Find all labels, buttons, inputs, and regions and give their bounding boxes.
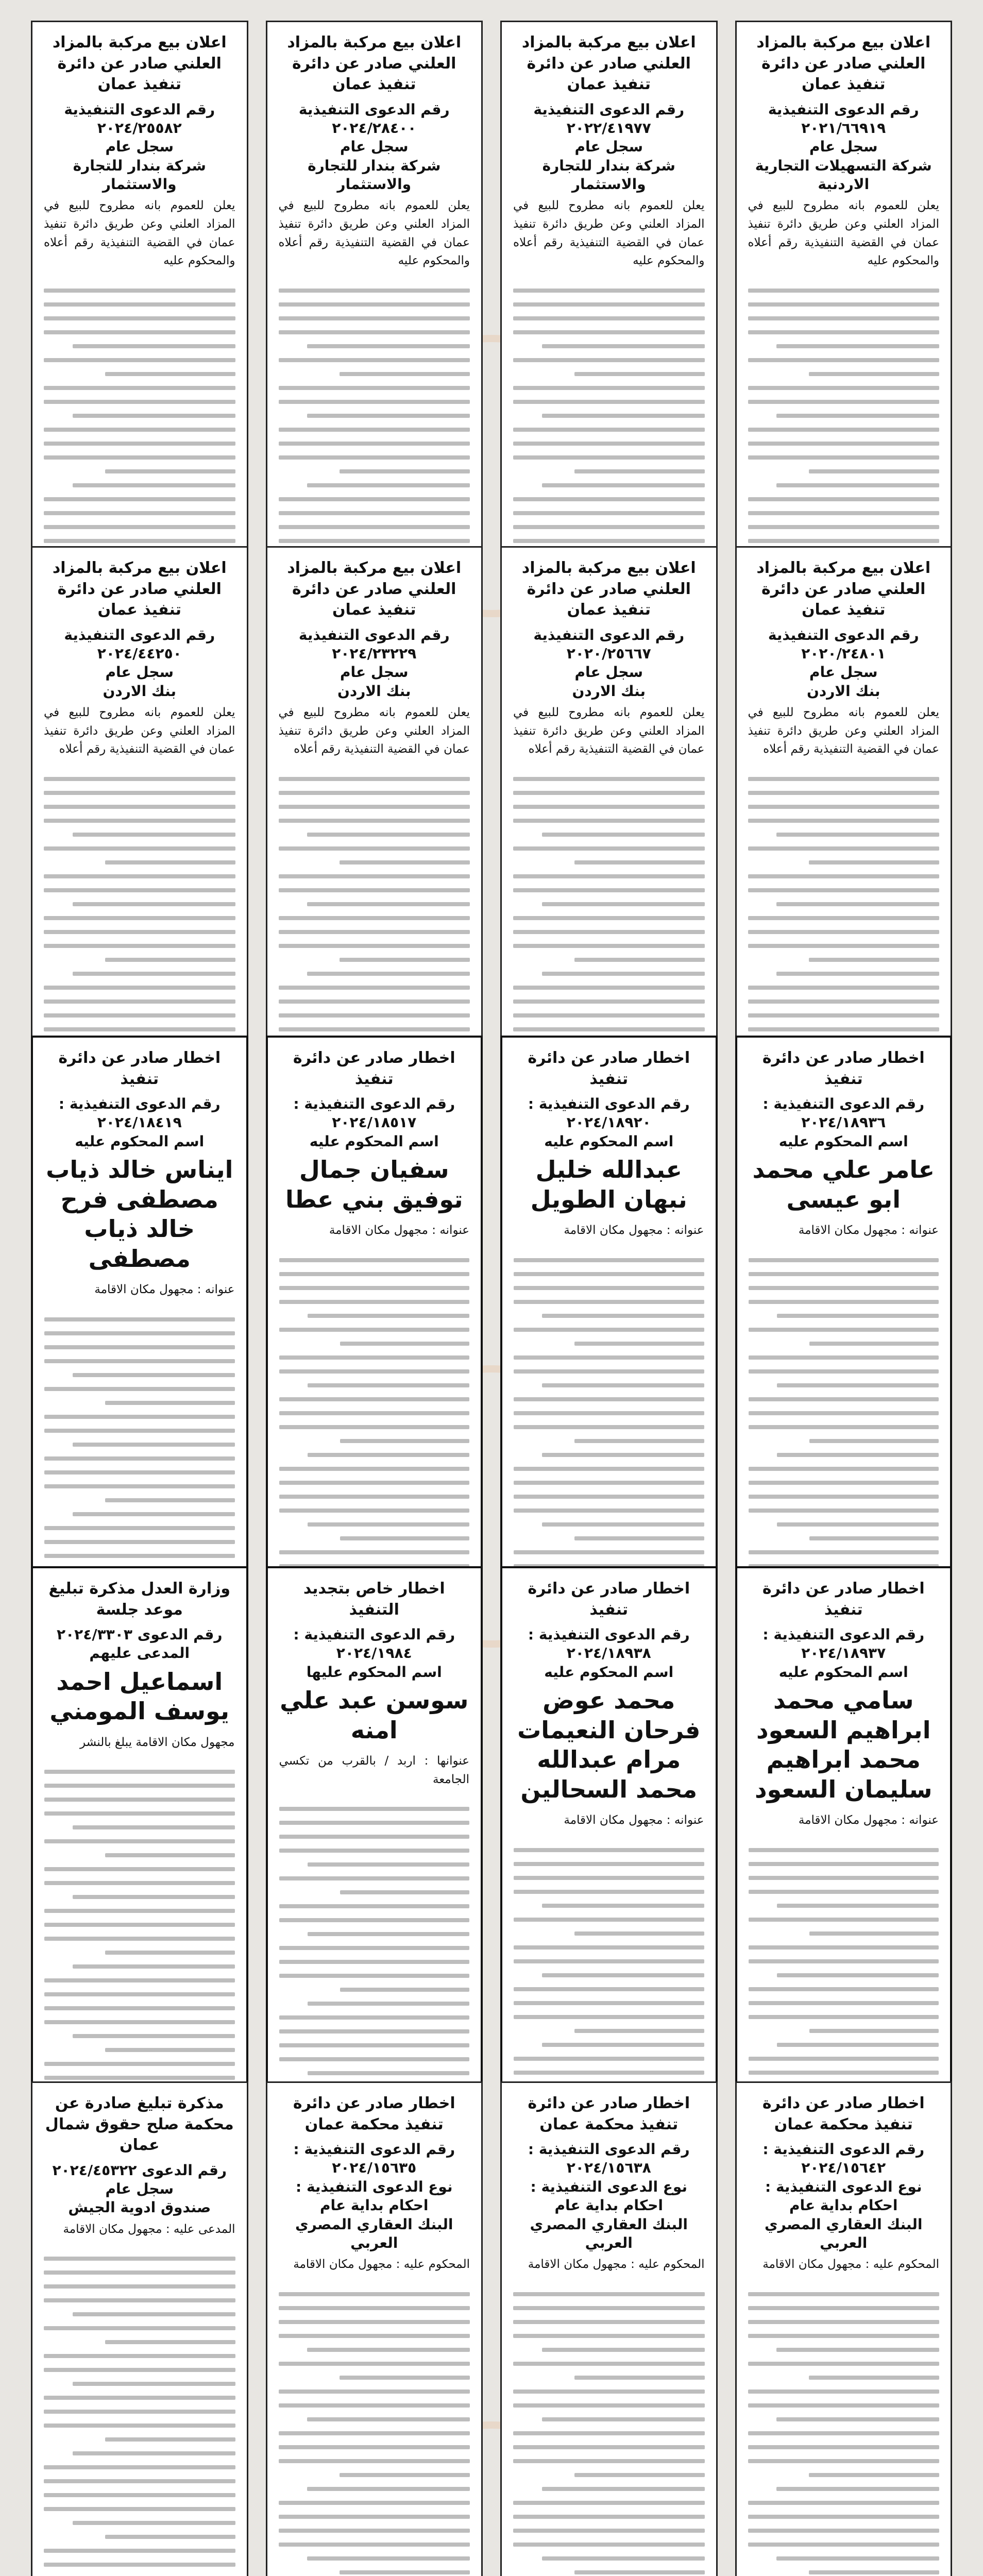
notice-body: المحكوم عليه : مجهول مكان الاقامة [528, 2258, 705, 2272]
notice-subheading: سجل عام [105, 2180, 174, 2197]
notice-subheading: اسم المحكوم عليه [75, 1132, 205, 1150]
notice-row [0, 2081, 983, 2576]
notice-body: يعلن للعموم بانه مطروح للبيع في المزاد العلني وعن طريق دائرة تنفيذ عمان في القضية التنفيذية رقم أعلاه [44, 706, 235, 756]
notice-subheading: نوع الدعوى التنفيذية : احكام بداية عام [765, 2178, 922, 2214]
notice-header: اخطار صادر عن دائرة تنفيذ محكمة عمان [293, 2094, 455, 2133]
notice-row [0, 1566, 983, 2056]
notice-body: يعلن للعموم بانه مطروح للبيع في المزاد العلني وعن طريق دائرة تنفيذ عمان في القضية التنفيذية رقم أعلاه والمحكوم عليه [44, 199, 235, 268]
legal-notice [31, 2081, 248, 2576]
party-name: محمد عوض فرحان النعيمات مرام عبدالله محمد السحالين [517, 1686, 701, 1803]
notice-body: عنوانه : مجهول مكان الاقامة [564, 1814, 704, 1827]
case-number: رقم الدعوى التنفيذية : ٢٠٢٤/١٨٩٣٨ [528, 1626, 690, 1662]
party-name: صندوق ادوية الجيش [68, 2199, 211, 2216]
party-name: سوسن عبد علي امنه [280, 1686, 469, 1744]
notice-subheading: اسم المحكوم عليه [309, 1132, 439, 1150]
party-name: عامر علي محمد ابو عيسى [752, 1156, 935, 1213]
legal-notice [500, 2081, 718, 2576]
notice-subheading: سجل عام [574, 138, 643, 156]
body-text-lines [44, 2247, 235, 2576]
notice-subheading: اسم المحكوم عليه [544, 1663, 674, 1681]
party-name: اسماعيل احمد يوسف المومني [49, 1667, 230, 1725]
notice-body: عنوانه : مجهول مكان الاقامة [94, 1283, 235, 1297]
case-number: رقم الدعوى التنفيذية : ٢٠٢٤/١٥٦٣٨ [528, 2141, 690, 2177]
case-number: رقم الدعوى التنفيذية ٢٠٢٤/٤٤٢٥٠ [64, 626, 215, 662]
case-number: رقم الدعوى التنفيذية : ٢٠٢٤/١٥٦٣٥ [293, 2141, 455, 2177]
case-number: رقم الدعوى التنفيذية ٢٠٢٠/٢٥٦٦٧ [533, 626, 685, 662]
notice-subheading: اسم المحكوم عليه [778, 1132, 908, 1150]
notice-header: اخطار خاص بتجديد التنفيذ [303, 1580, 445, 1619]
case-number: رقم الدعوى التنفيذية : ٢٠٢٤/١٩٨٤ [293, 1626, 455, 1662]
notice-subheading: اسم المحكوم عليه [544, 1132, 674, 1150]
notice-row [0, 21, 983, 515]
notice-body: عنوانه : مجهول مكان الاقامة [798, 1224, 939, 1238]
party-name: شركة بندار للتجارة والاستثمار [73, 157, 206, 193]
notice-body: المدعى عليه : مجهول مكان الاقامة [63, 2222, 235, 2236]
party-name: بنك الاردن [103, 682, 177, 700]
notice-header: اعلان بيع مركبة بالمزاد العلني صادر عن دائرة تنفيذ عمان [756, 33, 931, 93]
notice-subheading: سجل عام [809, 138, 878, 156]
notice-header: اعلان بيع مركبة بالمزاد العلني صادر عن دائرة تنفيذ عمان [521, 33, 696, 93]
notice-subheading: سجل عام [105, 138, 174, 156]
body-text-lines [513, 2282, 705, 2576]
notice-subheading: سجل عام [574, 664, 643, 681]
notice-body: يعلن للعموم بانه مطروح للبيع في المزاد العلني وعن طريق دائرة تنفيذ عمان في القضية التنفيذية رقم أعلاه [513, 706, 705, 756]
legal-notice [735, 2081, 953, 2576]
case-number: رقم الدعوى ٢٠٢٤/٣٣٠٣ [57, 1626, 223, 1643]
party-name: البنك العقاري المصري العربي [765, 2215, 923, 2251]
notice-subheading: سجل عام [340, 664, 409, 681]
notice-header: اعلان بيع مركبة بالمزاد العلني صادر عن دائرة تنفيذ عمان [287, 33, 462, 93]
notice-body: مجهول مكان الاقامة يبلغ بالنشر [80, 1735, 235, 1749]
notice-header: مذكرة تبليغ صادرة عن محكمة صلح حقوق شمال عمان [45, 2094, 234, 2154]
case-number: رقم الدعوى التنفيذية ٢٠٢٢/٤١٩٧٧ [533, 100, 685, 137]
case-number: رقم الدعوى التنفيذية ٢٠٢٤/٢٨٤٠٠ [298, 100, 450, 137]
case-number: رقم الدعوى التنفيذية : ٢٠٢٤/١٨٤١٩ [58, 1095, 221, 1131]
notice-header: اعلان بيع مركبة بالمزاد العلني صادر عن دائرة تنفيذ عمان [52, 33, 227, 93]
party-name: البنك العقاري المصري العربي [530, 2215, 688, 2251]
notice-subheading: سجل عام [340, 138, 409, 156]
party-name: شركة التسهيلات التجارية الاردنية [755, 157, 932, 193]
notice-body: يعلن للعموم بانه مطروح للبيع في المزاد العلني وعن طريق دائرة تنفيذ عمان في القضية التنفيذية رقم أعلاه والمحكوم عليه [513, 199, 705, 268]
body-text-lines [279, 2282, 470, 2576]
notice-body: يعلن للعموم بانه مطروح للبيع في المزاد العلني وعن طريق دائرة تنفيذ عمان في القضية التنفيذية رقم أعلاه [748, 706, 939, 756]
case-number: رقم الدعوى ٢٠٢٤/٤٥٣٢٢ [52, 2161, 227, 2179]
notice-header: اخطار صادر عن دائرة تنفيذ [58, 1049, 221, 1088]
party-name: عبدالله خليل نبهان الطويل [530, 1156, 687, 1213]
party-name: سفيان جمال توفيق بني عطا [285, 1156, 463, 1213]
notice-header: اخطار صادر عن دائرة تنفيذ [528, 1049, 690, 1088]
body-text-lines [748, 2282, 940, 2576]
notice-row [0, 546, 983, 1005]
party-name: البنك العقاري المصري العربي [295, 2215, 453, 2251]
party-name: بنك الاردن [806, 682, 880, 700]
notice-header: اخطار صادر عن دائرة تنفيذ محكمة عمان [528, 2094, 690, 2133]
notice-body: المحكوم عليه : مجهول مكان الاقامة [293, 2258, 470, 2272]
notice-header: وزارة العدل مذكرة تبليغ موعد جلسة [48, 1580, 231, 1619]
party-name: شركة بندار للتجارة والاستثمار [308, 157, 441, 193]
case-number: رقم الدعوى التنفيذية : ٢٠٢٤/١٥٦٤٢ [762, 2141, 925, 2177]
notice-row [0, 1036, 983, 1540]
case-number: رقم الدعوى التنفيذية ٢٠٢٠/٢٤٨٠١ [768, 626, 919, 662]
case-number: رقم الدعوى التنفيذية ٢٠٢١/٦٦٩١٩ [768, 100, 919, 137]
notice-body: يعلن للعموم بانه مطروح للبيع في المزاد العلني وعن طريق دائرة تنفيذ عمان في القضية التنفيذية رقم أعلاه والمحكوم عليه [748, 199, 939, 268]
notice-header: اعلان بيع مركبة بالمزاد العلني صادر عن دائرة تنفيذ عمان [521, 559, 696, 619]
notice-subheading: سجل عام [809, 664, 878, 681]
case-number: رقم الدعوى التنفيذية : ٢٠٢٤/١٨٩٢٠ [528, 1095, 690, 1131]
case-number: رقم الدعوى التنفيذية : ٢٠٢٤/١٨٩٣٦ [762, 1095, 925, 1131]
notice-subheading: اسم المحكوم عليها [306, 1663, 442, 1681]
case-number: رقم الدعوى التنفيذية ٢٠٢٤/٢٣٢٢٩ [298, 626, 450, 662]
notice-header: اعلان بيع مركبة بالمزاد العلني صادر عن دائرة تنفيذ عمان [52, 559, 227, 619]
notice-header: اخطار صادر عن دائرة تنفيذ محكمة عمان [762, 2094, 925, 2133]
notice-header: اخطار صادر عن دائرة تنفيذ [762, 1049, 925, 1088]
case-number: رقم الدعوى التنفيذية : ٢٠٢٤/١٨٩٣٧ [762, 1626, 925, 1662]
party-name: بنك الاردن [337, 682, 411, 700]
notice-subheading: سجل عام [105, 664, 174, 681]
notice-header: اخطار صادر عن دائرة تنفيذ [762, 1580, 925, 1619]
notice-header: اعلان بيع مركبة بالمزاد العلني صادر عن دائرة تنفيذ عمان [287, 559, 462, 619]
notice-body: يعلن للعموم بانه مطروح للبيع في المزاد العلني وعن طريق دائرة تنفيذ عمان في القضية التنفيذية رقم أعلاه [278, 706, 470, 756]
notice-subheading: نوع الدعوى التنفيذية : احكام بداية عام [530, 2178, 687, 2214]
notice-header: اخطار صادر عن دائرة تنفيذ [528, 1580, 690, 1619]
notice-header: اخطار صادر عن دائرة تنفيذ [293, 1049, 455, 1088]
notice-subheading: نوع الدعوى التنفيذية : احكام بداية عام [296, 2178, 453, 2214]
party-name: شركة بندار للتجارة والاستثمار [542, 157, 675, 193]
case-number: رقم الدعوى التنفيذية ٢٠٢٤/٢٥٥٨٢ [64, 100, 215, 137]
party-name: ايناس خالد ذياب مصطفى فرح خالد ذياب مصطفى [46, 1156, 233, 1273]
notice-header: اعلان بيع مركبة بالمزاد العلني صادر عن دائرة تنفيذ عمان [756, 559, 931, 619]
notice-body: المحكوم عليه : مجهول مكان الاقامة [762, 2258, 939, 2272]
notice-body: عنوانه : مجهول مكان الاقامة [564, 1224, 704, 1238]
notice-body: عنوانها : اربد / بالقرب من تكسي الجامعة [279, 1754, 469, 1786]
notice-body: يعلن للعموم بانه مطروح للبيع في المزاد العلني وعن طريق دائرة تنفيذ عمان في القضية التنفيذية رقم أعلاه والمحكوم عليه [278, 199, 470, 268]
party-name: بنك الاردن [572, 682, 646, 700]
legal-notice [266, 2081, 483, 2576]
case-number: رقم الدعوى التنفيذية : ٢٠٢٤/١٨٥١٧ [293, 1095, 455, 1131]
notice-subheading: اسم المحكوم عليه [778, 1663, 908, 1681]
notice-body: عنوانه : مجهول مكان الاقامة [329, 1224, 469, 1238]
notice-subheading: المدعى عليهم [89, 1645, 190, 1662]
notice-body: عنوانه : مجهول مكان الاقامة [798, 1814, 939, 1827]
party-name: سامي محمد ابراهيم السعود محمد ابراهيم سليمان السعود [755, 1686, 933, 1803]
